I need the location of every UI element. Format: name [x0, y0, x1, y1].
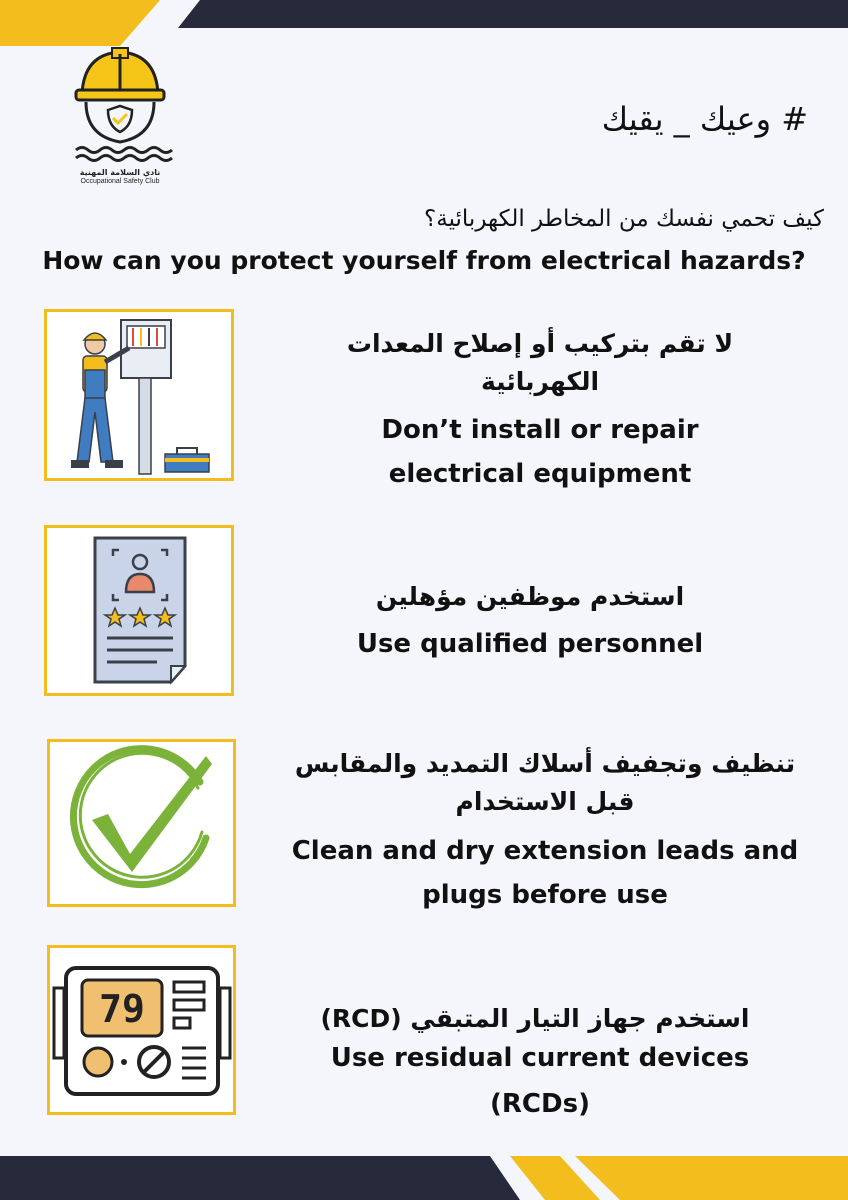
checkmark-icon-box [47, 739, 236, 907]
electrician-icon-box [44, 309, 234, 481]
resume-icon-box [44, 525, 234, 696]
question-arabic: كيف تحمي نفسك من المخاطر الكهربائية؟ [424, 206, 824, 232]
item-2-arabic: استخدم موظفين مؤهلين [375, 582, 685, 611]
rcd-icon-box [47, 945, 236, 1115]
electrician-icon [47, 312, 231, 478]
top-banner [0, 0, 848, 46]
rcd-display-reading: 79 [99, 987, 145, 1031]
item-3-english: Clean and dry extension leads and plugs before use [291, 836, 799, 910]
logo-english-text: Occupational Safety Club [80, 178, 160, 185]
checkmark-icon [50, 742, 233, 904]
item-4-english: Use residual current devices (RCDs) [330, 1043, 750, 1119]
rcd-device-icon [50, 948, 233, 1112]
item-2-english: Use qualified personnel [356, 629, 704, 659]
item-1-arabic: لا تقم بتركيب أو إصلاح المعدات الكهربائية [346, 329, 734, 396]
item-4-arabic: استخدم جهاز التيار المتبقي (RCD) [320, 1004, 750, 1033]
item-3-arabic: تنظيف وتجفيف أسلاك التمديد والمقابس قبل الاستخدام [294, 749, 796, 816]
hashtag-title: # وعيك _ يقيك [601, 100, 808, 138]
bottom-banner [0, 1156, 848, 1200]
item-1-english: Don’t install or repair electrical equipment [381, 415, 699, 489]
resume-rating-icon [47, 528, 231, 693]
logo-arabic-text: نادي السلامة المهنية [79, 168, 161, 177]
question-english: How can you protect yourself from electrical hazards? [42, 246, 806, 275]
